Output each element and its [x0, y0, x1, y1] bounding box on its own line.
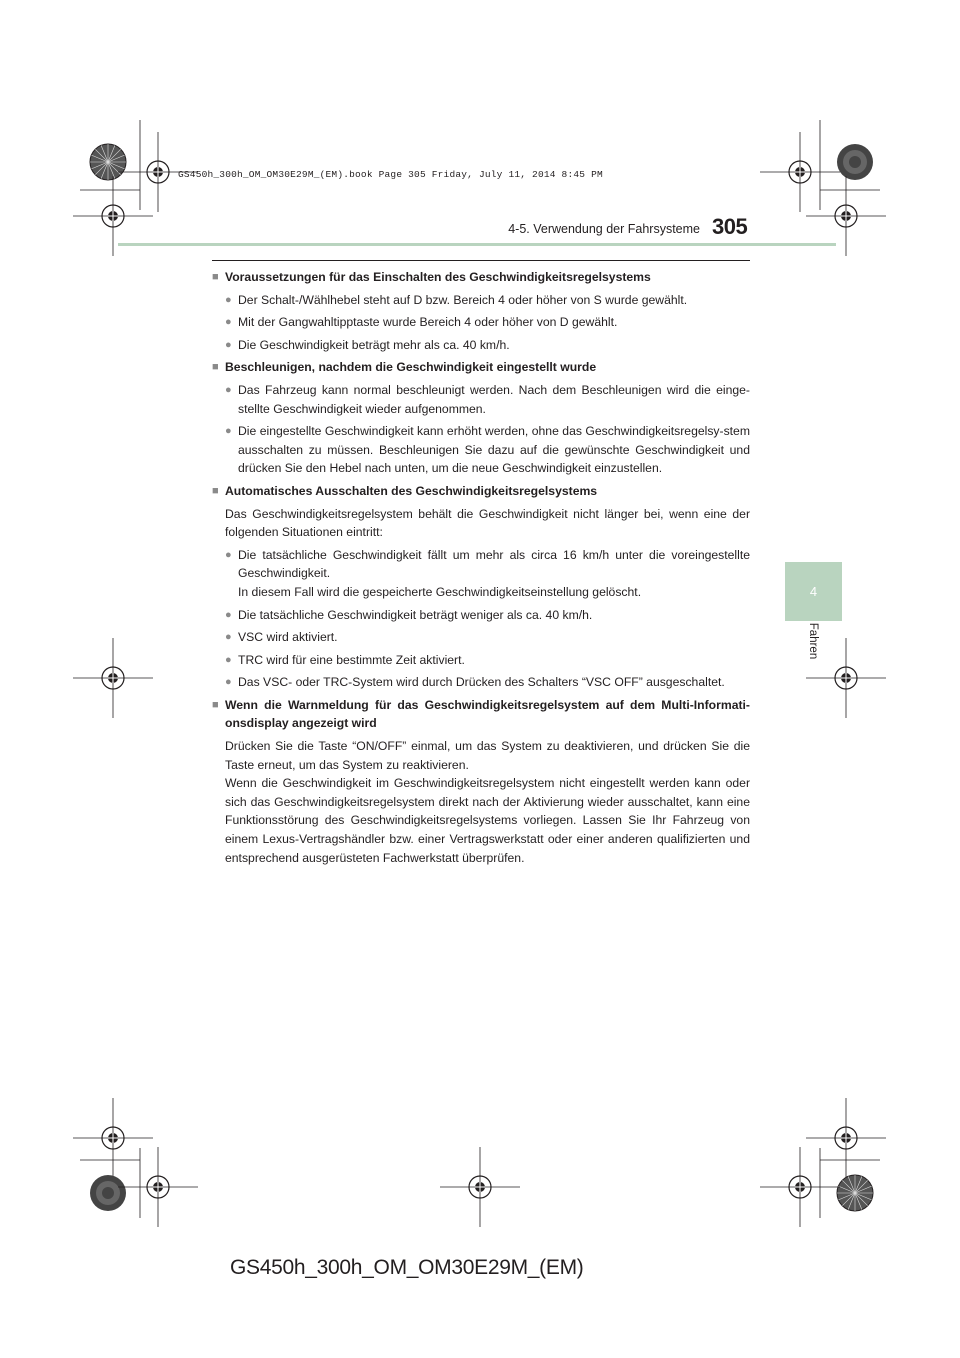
list-item-text-block	[238, 546, 750, 602]
bullet-icon: ●	[225, 338, 232, 351]
list-item-text: Die tatsächliche Geschwindigkeit fällt um mehr als circa 16 km/h unter die voreingestellte Geschwindigkeit.	[238, 547, 750, 581]
list-item	[212, 628, 750, 647]
list-item	[212, 606, 750, 625]
bullet-icon: ●	[225, 676, 232, 689]
section-heading	[212, 482, 750, 501]
list-item-text: Die tatsächliche Geschwindigkeit beträgt weniger als ca. 40 km/h.	[238, 607, 593, 622]
section-intro: Das Geschwindigkeitsregelsystem behält die Geschwindigkeit nicht länger bei, wenn eine der folgenden Situationen eintritt:	[225, 506, 750, 540]
content-rule	[212, 260, 750, 261]
section-heading-text: Voraussetzungen für das Einschalten des Geschwindigkeitsregelsystems	[225, 270, 651, 284]
header-rule	[118, 243, 836, 246]
paragraph: Wenn die Geschwindigkeit im Geschwindigkeitsregelsystem nicht eingestellt werden kann oder sich das Geschwindigkeitsregelsystem direkt nach der Aktivierung wieder ausschaltet, kann eine Funktionsstörung des Geschwindigkeitsregelsystems vorliegen. Lassen Sie Ihr Fahrzeug von einem Lexus-Vertragshändler bzw. einer Vertragswerkstatt oder einer anderen qualifizierten und entsprechend ausgerüsteten Fachwerkstatt überprüfen.	[225, 776, 750, 865]
section-heading-text: Wenn die Warnmeldung für das Geschwindigkeitsregelsystem auf dem Multi-Informati-onsdisplay angezeigt wird	[225, 697, 750, 731]
bullet-icon: ●	[225, 631, 232, 644]
section-heading	[212, 268, 750, 287]
page-number: 305	[712, 214, 748, 239]
bullet-icon: ●	[225, 608, 232, 621]
paragraph: Drücken Sie die Taste “ON/OFF” einmal, um das System zu deaktivieren, und drücken Sie die Taste erneut, um das System zu reaktivieren.	[225, 739, 750, 772]
list-item-text: Das VSC- oder TRC-System wird durch Drücken des Schalters “VSC OFF” ausgeschaltet.	[238, 675, 725, 690]
list-item	[212, 291, 750, 310]
bullet-icon: ●	[225, 425, 232, 438]
bullet-icon: ●	[225, 293, 232, 306]
square-bullet-icon: ■	[212, 484, 219, 497]
list-item	[212, 381, 750, 418]
chapter-tab-number: 4	[785, 562, 842, 621]
chapter-tab-label-text: Fahren	[807, 622, 820, 660]
content	[212, 268, 750, 867]
list-item-text: Das Fahrzeug kann normal beschleunigt werden. Nach dem Beschleunigen wird die einge-stellte Geschwindigkeit wieder aufgenommen.	[238, 382, 750, 416]
square-bullet-icon: ■	[212, 698, 219, 711]
list-item	[212, 673, 750, 692]
square-bullet-icon: ■	[212, 361, 219, 374]
list-item-text: Die Geschwindigkeit beträgt mehr als ca. 40 km/h.	[238, 337, 510, 352]
bullet-icon: ●	[225, 548, 232, 561]
list-item	[212, 422, 750, 478]
list-item	[212, 651, 750, 670]
section-title: 4-5. Verwendung der Fahrsysteme	[508, 222, 700, 236]
section-heading	[212, 696, 750, 733]
list-item-text: TRC wird für eine bestimmte Zeit aktiviert.	[238, 652, 465, 667]
bullet-icon: ●	[225, 653, 232, 666]
list-item-text: Der Schalt-/Wählhebel steht auf D bzw. Bereich 4 oder höher von S wurde gewählt.	[238, 292, 688, 307]
section-heading	[212, 358, 750, 377]
bullet-icon: ●	[225, 316, 232, 329]
chapter-tab-label	[785, 621, 842, 661]
list-item-note: In diesem Fall wird die gespeicherte Geschwindigkeitseinstellung gelöscht.	[238, 584, 642, 599]
list-item	[212, 546, 750, 602]
book-info: GS450h_300h_OM_OM30E29M_(EM).book Page 305 Friday, July 11, 2014 8:45 PM	[178, 169, 603, 180]
list-item-text: Die eingestellte Geschwindigkeit kann erhöht werden, ohne das Geschwindigkeitsregelsy-stem ausschalten zu müssen. Beschleunigen Sie dazu auf die gewünschte Geschwindigkeit und drücken Sie den Hebel nach unten, um die neue Geschwindigkeit einzustellen.	[238, 424, 750, 476]
section-heading-text: Automatisches Ausschalten des Geschwindigkeitsregelsystems	[225, 483, 598, 498]
list-item	[212, 313, 750, 332]
section-heading-text: Beschleunigen, nachdem die Geschwindigkeit eingestellt wurde	[225, 360, 597, 375]
bullet-icon: ●	[225, 383, 232, 396]
list-item	[212, 336, 750, 355]
list-item-text: VSC wird aktiviert.	[238, 630, 338, 645]
square-bullet-icon: ■	[212, 271, 219, 283]
list-item-text: Mit der Gangwahltipptaste wurde Bereich 4 oder höher von D gewählt.	[238, 315, 618, 330]
footer-code: GS450h_300h_OM_OM30E29M_(EM)	[230, 1256, 584, 1279]
